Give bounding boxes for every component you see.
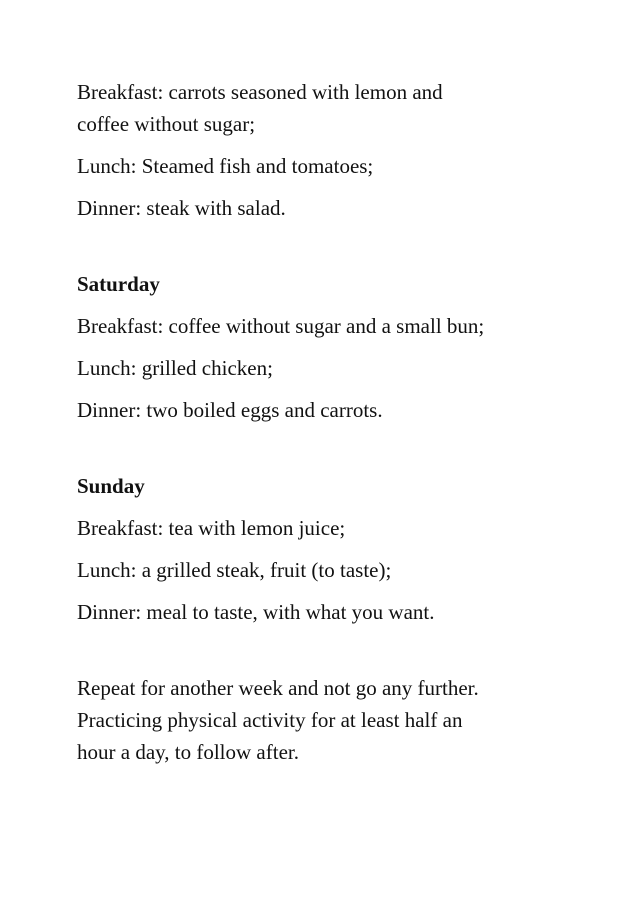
saturday-dinner: Dinner: two boiled eggs and carrots. bbox=[77, 398, 383, 422]
friday-lunch: Lunch: Steamed fish and tomatoes; bbox=[77, 154, 374, 178]
closing-line-1: Repeat for another week and not go any further. bbox=[77, 676, 479, 700]
sunday-breakfast: Breakfast: tea with lemon juice; bbox=[77, 516, 346, 540]
friday-breakfast-line-1: Breakfast: carrots seasoned with lemon and bbox=[77, 80, 443, 104]
closing-paragraph bbox=[77, 672, 577, 768]
saturday-heading: Saturday bbox=[77, 272, 160, 296]
friday-breakfast-line-2: coffee without sugar; bbox=[77, 112, 256, 136]
saturday-breakfast: Breakfast: coffee without sugar and a small bun; bbox=[77, 314, 485, 338]
sunday-section bbox=[77, 470, 577, 628]
saturday-lunch: Lunch: grilled chicken; bbox=[77, 356, 273, 380]
closing-line-3: hour a day, to follow after. bbox=[77, 740, 299, 764]
document-page bbox=[77, 76, 577, 768]
friday-dinner: Dinner: steak with salad. bbox=[77, 196, 286, 220]
closing-line-2: Practicing physical activity for at least half an bbox=[77, 708, 463, 732]
sunday-dinner: Dinner: meal to taste, with what you want. bbox=[77, 600, 435, 624]
sunday-heading: Sunday bbox=[77, 474, 145, 498]
saturday-section bbox=[77, 268, 577, 426]
sunday-lunch: Lunch: a grilled steak, fruit (to taste); bbox=[77, 558, 392, 582]
friday-section bbox=[77, 76, 577, 224]
